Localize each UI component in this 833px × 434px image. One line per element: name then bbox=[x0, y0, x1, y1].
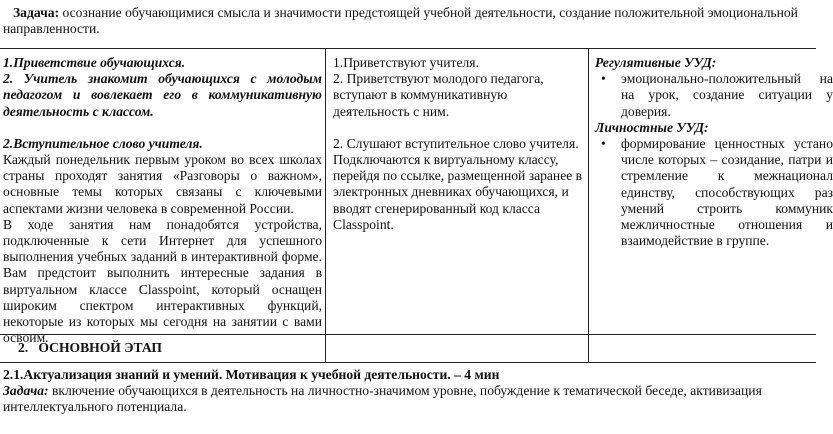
uud-regulative-item: • эмоционально-положительный на на урок, создание ситуации у доверия. bbox=[595, 71, 833, 120]
stage-title: 2. ОСНОВНОЙ ЭТАП bbox=[18, 340, 162, 355]
teacher-paragraph-2: В ходе занятия нам понадобятся устройства, подключенные к сети Интернет для успешного выполнения учебных заданий в интерактивной форме. Вам предстоит выполнить интересные задания в виртуальном классе Classpoint, который оснащен широким спектром интерактивных функций, некоторые из которых мы сегодня на занятии с вами освоим. bbox=[3, 216, 322, 346]
uud-regulative-title: Регулятивные УУД: bbox=[595, 55, 717, 70]
stage-cell bbox=[0, 335, 325, 362]
stage-empty-cell-2 bbox=[325, 335, 588, 362]
uud-cell bbox=[588, 49, 833, 334]
uud-personal-list bbox=[595, 136, 833, 249]
subsection-task-label: Задача: bbox=[3, 383, 49, 399]
task-text: осознание обучающимися смысла и значимости предстоящей учебной деятельности, создание положительной эмоциональной направленности. bbox=[3, 5, 798, 37]
uud-regulative-list bbox=[595, 71, 833, 120]
subsection-task bbox=[3, 383, 811, 415]
task-row bbox=[0, 0, 816, 48]
students-cell bbox=[325, 49, 588, 334]
students-item-2: 2. Приветствуют молодого педагога, вступают в коммуникативную деятельность с ним. bbox=[333, 71, 544, 119]
subsection-title: 2.1.Актуализация знаний и умений. Мотивация к учебной деятельности. – 4 мин bbox=[3, 367, 500, 382]
stage-row bbox=[0, 334, 816, 362]
main-row bbox=[0, 48, 833, 346]
teacher-cell bbox=[0, 49, 325, 346]
task-label: Задача: bbox=[13, 5, 60, 20]
teacher-heading-2: 2. Учитель знакомит обучающихся с молодым педагогом и вовлекает его в коммуникативную деятельность с классом. bbox=[3, 71, 322, 119]
uud-personal-item: • формирование ценностных устано числе которых – созидание, патри и стремление к межнационал единству, способствующих раз умений строить коммуник межличностные отношения и взаимодействие в группе. bbox=[595, 136, 833, 249]
task-paragraph bbox=[3, 5, 808, 37]
teacher-paragraph-1: Каждый понедельник первым уроком во всех школах страны проходят занятия «Разговоры о важном», основные темы которых связаны с ключевыми аспектами жизни человека в современной России. bbox=[3, 152, 322, 216]
students-item-1: 1.Приветствуют учителя. bbox=[333, 55, 479, 70]
subsection-row bbox=[0, 362, 816, 434]
uud-personal-title: Личностные УУД: bbox=[595, 119, 709, 135]
teacher-heading-3: 2.Вступительное слово учителя. bbox=[3, 135, 203, 151]
subsection-task-text: включение обучающихся в деятельность на личностно-значимом уровне, побуждение к тематической беседе, активизация интеллектуального потенциала. bbox=[3, 383, 762, 415]
students-item-3: 2. Слушают вступительное слово учителя. Подключаются к виртуальному классу, перейдя по ссылке, размещенной заранее в электронных дневниках обучающихся, и вводят сгенерированный код класса Classpoint. bbox=[333, 135, 583, 232]
stage-empty-cell-3 bbox=[588, 335, 816, 362]
teacher-heading-1: 1.Приветствие обучающихся. bbox=[3, 55, 186, 70]
